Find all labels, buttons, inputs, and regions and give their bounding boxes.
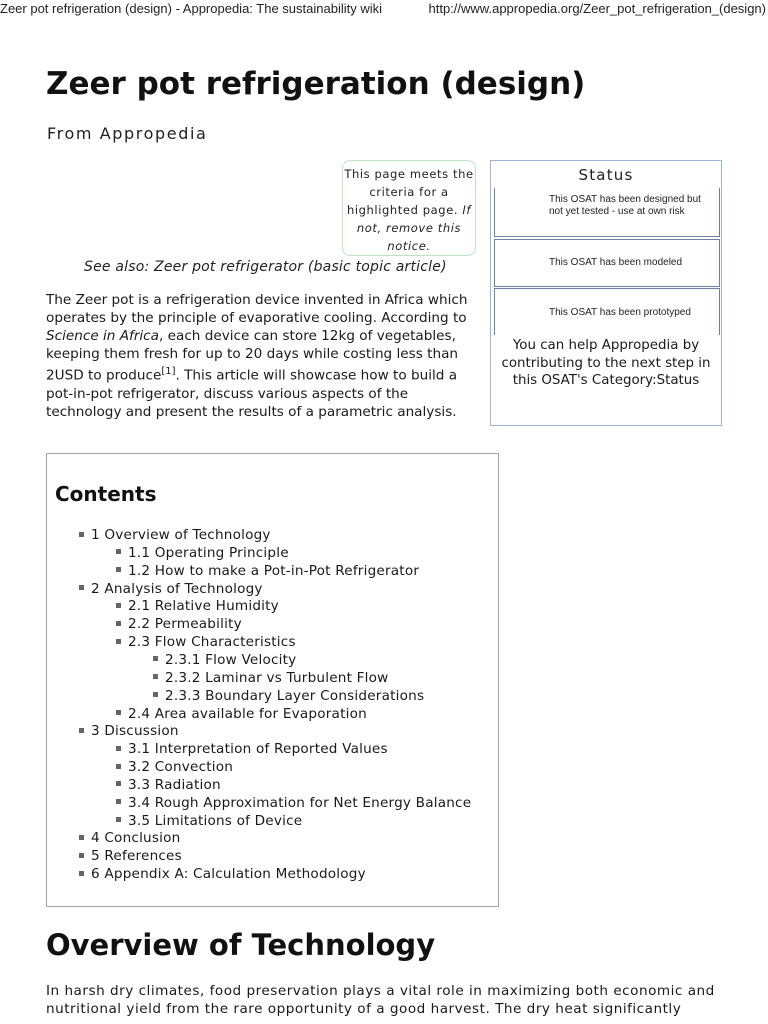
- toc-item[interactable]: [116, 544, 289, 562]
- bullet-icon: [153, 692, 158, 697]
- highlight-notice: [342, 160, 476, 256]
- toc-item-label: 3.3 Radiation: [128, 776, 221, 793]
- page-title: Zeer pot refrigeration (design): [46, 66, 586, 102]
- toc-item-label: 1.2 How to make a Pot-in-Pot Refrigerator: [128, 562, 420, 579]
- bullet-icon: [116, 799, 121, 804]
- from-appropedia: From Appropedia: [47, 124, 208, 143]
- status-help-text: You can help Appropedia by contributing to the next step in this OSAT's Category:Status: [501, 338, 711, 388]
- intro-paragraph: [46, 291, 482, 421]
- intro-text-2: , each device can store 12kg of vegetables, keeping them fresh for up to 20 days while costing less than 2USD to produce: [46, 328, 459, 384]
- toc-item[interactable]: [116, 776, 221, 794]
- toc-item-label: 2 Analysis of Technology: [91, 580, 263, 597]
- bullet-icon: [79, 853, 84, 858]
- toc-item[interactable]: [116, 794, 471, 812]
- toc-item-label: 1.1 Operating Principle: [128, 544, 289, 561]
- bullet-icon: [79, 585, 84, 590]
- bullet-icon: [116, 781, 121, 786]
- toc-item[interactable]: [79, 865, 366, 883]
- bullet-icon: [116, 764, 121, 769]
- section-heading-overview: Overview of Technology: [46, 928, 436, 962]
- toc-item[interactable]: [79, 847, 182, 865]
- intro-text-3: . This article will showcase how to build a pot-in-pot refrigerator, discuss various aspects of the technology and present the results of a parametric analysis.: [46, 367, 458, 420]
- toc-item[interactable]: [116, 740, 388, 758]
- toc-item-label: 6 Appendix A: Calculation Methodology: [91, 866, 366, 883]
- toc-title: Contents: [55, 482, 157, 506]
- bullet-icon: [116, 567, 121, 572]
- toc-item-label: 2.3.3 Boundary Layer Considerations: [165, 687, 425, 704]
- toc-item-label: 2.3.1 Flow Velocity: [165, 651, 297, 668]
- toc-item[interactable]: [79, 722, 179, 740]
- bullet-icon: [79, 532, 84, 537]
- toc-item-label: 5 References: [91, 848, 182, 865]
- toc-item-label: 3.2 Convection: [128, 759, 234, 776]
- intro-text-1: The Zeer pot is a refrigeration device invented in Africa which operates by the principle of evaporative cooling. According to: [46, 292, 468, 326]
- bullet-icon: [153, 656, 158, 661]
- toc-item-label: 2.2 Permeability: [128, 616, 242, 633]
- see-also-link[interactable]: See also: Zeer pot refrigerator (basic topic article): [84, 259, 447, 275]
- bullet-icon: [79, 728, 84, 733]
- toc-item-label: 2.4 Area available for Evaporation: [128, 705, 367, 722]
- status-row-modeled: [494, 239, 720, 287]
- toc-item[interactable]: [116, 705, 367, 723]
- toc-item[interactable]: [116, 597, 279, 615]
- bullet-icon: [116, 639, 121, 644]
- toc-item[interactable]: [116, 812, 302, 830]
- toc-item-label: 2.3.2 Laminar vs Turbulent Flow: [165, 669, 389, 686]
- table-of-contents: [46, 453, 499, 907]
- status-row-designed: [494, 188, 720, 237]
- toc-item[interactable]: [116, 758, 233, 776]
- highlight-notice-text: This page meets the criteria for a highlighted page.: [344, 167, 474, 217]
- toc-item-label: 3 Discussion: [91, 723, 179, 740]
- toc-item[interactable]: [116, 633, 296, 651]
- toc-item[interactable]: [79, 526, 271, 544]
- bullet-icon: [116, 549, 121, 554]
- status-row-text: This OSAT has been prototyped: [549, 307, 691, 318]
- science-in-africa-link[interactable]: Science in Africa: [46, 328, 159, 344]
- toc-item-label: 2.3 Flow Characteristics: [128, 634, 296, 651]
- bullet-icon: [79, 871, 84, 876]
- toc-item-label: 2.1 Relative Humidity: [128, 598, 279, 615]
- toc-item[interactable]: [116, 562, 419, 580]
- toc-item-label: 3.1 Interpretation of Reported Values: [128, 741, 388, 758]
- toc-item[interactable]: [153, 687, 424, 705]
- page-url: http://www.appropedia.org/Zeer_pot_refrigeration_(design): [428, 1, 766, 16]
- toc-item[interactable]: [153, 669, 388, 687]
- bullet-icon: [79, 835, 84, 840]
- status-row-text: This OSAT has been designed but not yet tested - use at own risk: [549, 194, 701, 217]
- bullet-icon: [116, 746, 121, 751]
- bullet-icon: [116, 603, 121, 608]
- toc-item[interactable]: [116, 615, 242, 633]
- bullet-icon: [116, 710, 121, 715]
- toc-item[interactable]: [79, 829, 180, 847]
- reference-link[interactable]: [1]: [161, 366, 176, 377]
- status-box: [490, 160, 722, 426]
- toc-item-label: 4 Conclusion: [91, 830, 181, 847]
- overview-paragraph: In harsh dry climates, food preservation plays a vital role in maximizing both economic and nutritional yield from the rare opportunity of a good harvest. The dry heat significantly: [46, 983, 715, 1017]
- toc-item-label: 3.4 Rough Approximation for Net Energy Balance: [128, 794, 472, 811]
- remove-notice-link[interactable]: If not, remove this notice.: [356, 203, 472, 253]
- toc-item-label: 1 Overview of Technology: [91, 527, 271, 543]
- status-row-prototyped: [494, 288, 720, 335]
- bullet-icon: [116, 817, 121, 822]
- bullet-icon: [153, 674, 158, 679]
- browser-page-title: Zeer pot refrigeration (design) - Appropedia: The sustainability wiki: [0, 1, 383, 16]
- status-row-text: This OSAT has been modeled: [549, 257, 683, 268]
- bullet-icon: [116, 621, 121, 626]
- toc-item[interactable]: [79, 580, 263, 598]
- toc-item-label: 3.5 Limitations of Device: [128, 812, 303, 829]
- status-title: Status: [578, 166, 634, 184]
- toc-item[interactable]: [153, 651, 296, 669]
